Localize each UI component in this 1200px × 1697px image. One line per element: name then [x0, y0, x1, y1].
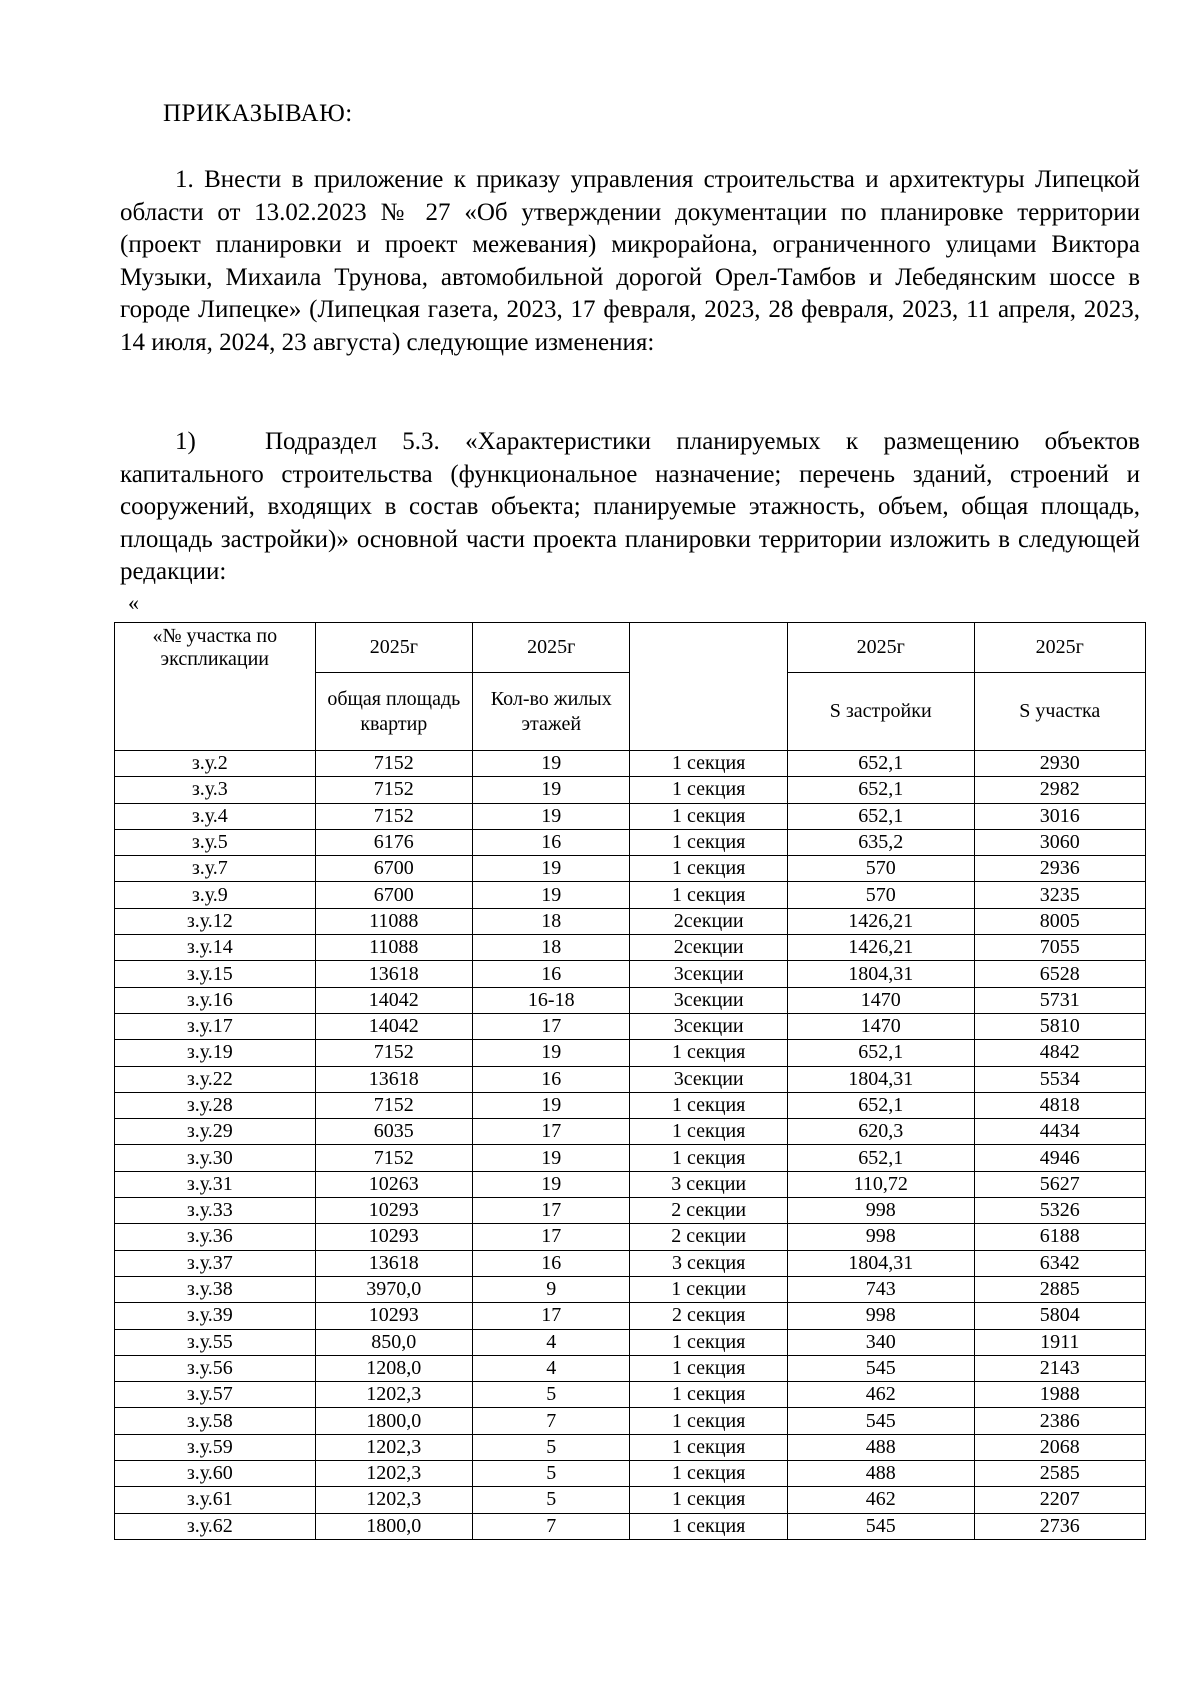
cell-plot-area: 3060 [974, 829, 1146, 855]
cell-sections: 1 секция [630, 856, 787, 882]
table-row [115, 935, 1146, 961]
cell-plot: з.у.19 [115, 1040, 316, 1066]
cell-plot-area: 2386 [974, 1408, 1146, 1434]
cell-floors: 19 [473, 751, 630, 777]
cell-plot: з.у.31 [115, 1171, 316, 1197]
cell-plot: з.у.28 [115, 1092, 316, 1118]
cell-floors: 5 [473, 1487, 630, 1513]
table-row [115, 1040, 1146, 1066]
cell-plot-area: 3235 [974, 882, 1146, 908]
cell-total-area: 1202,3 [315, 1461, 472, 1487]
cell-floors: 9 [473, 1276, 630, 1302]
cell-plot-area: 4434 [974, 1119, 1146, 1145]
cell-total-area: 850,0 [315, 1329, 472, 1355]
cell-floors: 17 [473, 1303, 630, 1329]
cell-floors: 16 [473, 829, 630, 855]
cell-built-area: 652,1 [787, 1040, 974, 1066]
header-floors: Кол-во жилых этажей [473, 673, 630, 751]
cell-floors: 19 [473, 1171, 630, 1197]
cell-plot: з.у.12 [115, 908, 316, 934]
cell-total-area: 1800,0 [315, 1513, 472, 1539]
cell-sections: 3секции [630, 961, 787, 987]
cell-sections: 3секции [630, 1013, 787, 1039]
cell-sections: 1 секция [630, 1119, 787, 1145]
cell-sections: 1 секция [630, 829, 787, 855]
cell-floors: 19 [473, 882, 630, 908]
cell-plot: з.у.57 [115, 1382, 316, 1408]
cell-floors: 5 [473, 1382, 630, 1408]
cell-plot-area: 2930 [974, 751, 1146, 777]
cell-plot: з.у.4 [115, 803, 316, 829]
opening-quote-mark: « [128, 590, 139, 615]
cell-plot-area: 8005 [974, 908, 1146, 934]
table-row [115, 1092, 1146, 1118]
table-row [115, 1408, 1146, 1434]
cell-total-area: 1202,3 [315, 1382, 472, 1408]
table-row [115, 1487, 1146, 1513]
cell-sections: 1 секция [630, 777, 787, 803]
cell-built-area: 1470 [787, 987, 974, 1013]
cell-floors: 4 [473, 1355, 630, 1381]
table-row [115, 987, 1146, 1013]
cell-total-area: 10263 [315, 1171, 472, 1197]
cell-built-area: 462 [787, 1382, 974, 1408]
header-sections [630, 623, 787, 751]
cell-total-area: 6700 [315, 856, 472, 882]
cell-plot: з.у.17 [115, 1013, 316, 1039]
cell-plot-area: 1988 [974, 1382, 1146, 1408]
cell-plot-area: 2885 [974, 1276, 1146, 1302]
cell-sections: 1 секция [630, 1461, 787, 1487]
table-row [115, 1066, 1146, 1092]
cell-floors: 19 [473, 1040, 630, 1066]
paragraph-number: 1) [175, 428, 196, 455]
cell-floors: 19 [473, 1092, 630, 1118]
cell-plot-area: 1911 [974, 1329, 1146, 1355]
cell-plot: з.у.36 [115, 1224, 316, 1250]
cell-floors: 16 [473, 961, 630, 987]
cell-plot: з.у.56 [115, 1355, 316, 1381]
table-row [115, 1224, 1146, 1250]
cell-plot: з.у.3 [115, 777, 316, 803]
cell-floors: 5 [473, 1461, 630, 1487]
cell-plot-area: 6342 [974, 1250, 1146, 1276]
cell-plot: з.у.9 [115, 882, 316, 908]
table-header-row [115, 623, 1146, 673]
cell-plot: з.у.2 [115, 751, 316, 777]
cell-sections: 1 секция [630, 1355, 787, 1381]
paragraph-amendment: 1. Внести в приложение к приказу управления строительства и архитектуры Липецкой области от 13.02.2023 № 27 «Об утверждении документации по планировке территории (проект планировки и проект межевания) микрорайона, ограниченного улицами Виктора Музыки, Михаила Трунова, автомобильной дорогой Орел-Тамбов и Лебедянским шоссе в городе Липецке» (Липецкая газета, 2023, 17 февраля, 2023, 28 февраля, 2023, 11 апреля, 2023, 14 июля, 2024, 23 августа) следующие изменения: [120, 166, 1140, 356]
cell-sections: 1 секция [630, 1092, 787, 1118]
cell-built-area: 635,2 [787, 829, 974, 855]
cell-floors: 16 [473, 1066, 630, 1092]
cell-plot: з.у.59 [115, 1434, 316, 1460]
cell-plot-area: 5810 [974, 1013, 1146, 1039]
paragraph-subsection-text: Подраздел 5.3. «Характеристики планируемых к размещению объектов капитального строительства (функциональное назначение; перечень зданий, строений и сооружений, входящих в состав объекта; планируемые этажность, объем, общая площадь, площадь застройки)» основной части проекта планировки территории изложить в следующей редакции: [120, 428, 1140, 585]
cell-sections: 1 секция [630, 1145, 787, 1171]
cell-floors: 19 [473, 803, 630, 829]
cell-built-area: 743 [787, 1276, 974, 1302]
cell-sections: 1 секция [630, 1513, 787, 1539]
cell-plot-area: 2207 [974, 1487, 1146, 1513]
table-row [115, 961, 1146, 987]
cell-built-area: 545 [787, 1355, 974, 1381]
cell-floors: 18 [473, 935, 630, 961]
cell-total-area: 7152 [315, 803, 472, 829]
cell-total-area: 3970,0 [315, 1276, 472, 1302]
table-row [115, 1461, 1146, 1487]
cell-sections: 3секции [630, 987, 787, 1013]
cell-built-area: 488 [787, 1461, 974, 1487]
cell-built-area: 652,1 [787, 1145, 974, 1171]
table-row [115, 829, 1146, 855]
cell-plot: з.у.29 [115, 1119, 316, 1145]
table-row [115, 1513, 1146, 1539]
cell-plot: з.у.5 [115, 829, 316, 855]
cell-built-area: 998 [787, 1303, 974, 1329]
cell-plot: з.у.15 [115, 961, 316, 987]
cell-plot-area: 2585 [974, 1461, 1146, 1487]
table-row [115, 1171, 1146, 1197]
order-heading: ПРИКАЗЫВАЮ: [163, 100, 353, 127]
cell-sections: 2 секция [630, 1303, 787, 1329]
cell-built-area: 462 [787, 1487, 974, 1513]
cell-built-area: 1804,31 [787, 1250, 974, 1276]
cell-total-area: 1202,3 [315, 1487, 472, 1513]
cell-total-area: 13618 [315, 961, 472, 987]
table-row [115, 1329, 1146, 1355]
paragraph-subsection [120, 426, 1140, 589]
header-plot-number: «№ участка по экспликации [115, 623, 316, 751]
cell-sections: 1 секция [630, 1408, 787, 1434]
cell-plot-area: 5804 [974, 1303, 1146, 1329]
cell-total-area: 7152 [315, 751, 472, 777]
cell-built-area: 1426,21 [787, 935, 974, 961]
table-row [115, 1355, 1146, 1381]
cell-plot: з.у.55 [115, 1329, 316, 1355]
cell-sections: 3секции [630, 1066, 787, 1092]
cell-plot-area: 2982 [974, 777, 1146, 803]
cell-total-area: 14042 [315, 1013, 472, 1039]
cell-plot-area: 4946 [974, 1145, 1146, 1171]
cell-sections: 1 секции [630, 1276, 787, 1302]
cell-sections: 1 секция [630, 1329, 787, 1355]
cell-total-area: 11088 [315, 935, 472, 961]
cell-built-area: 110,72 [787, 1171, 974, 1197]
cell-plot-area: 2736 [974, 1513, 1146, 1539]
cell-total-area: 6035 [315, 1119, 472, 1145]
cell-total-area: 13618 [315, 1066, 472, 1092]
cell-total-area: 13618 [315, 1250, 472, 1276]
cell-plot: з.у.30 [115, 1145, 316, 1171]
cell-plot: з.у.39 [115, 1303, 316, 1329]
cell-plot-area: 7055 [974, 935, 1146, 961]
cell-floors: 19 [473, 1145, 630, 1171]
cell-plot-area: 5534 [974, 1066, 1146, 1092]
cell-plot: з.у.33 [115, 1198, 316, 1224]
cell-floors: 17 [473, 1119, 630, 1145]
cell-plot-area: 5627 [974, 1171, 1146, 1197]
cell-built-area: 570 [787, 856, 974, 882]
cell-floors: 7 [473, 1408, 630, 1434]
cell-sections: 2 секции [630, 1198, 787, 1224]
cell-sections: 2 секции [630, 1224, 787, 1250]
cell-plot-area: 6528 [974, 961, 1146, 987]
table-row [115, 751, 1146, 777]
cell-total-area: 7152 [315, 1145, 472, 1171]
header-total-area: общая площадь квартир [315, 673, 472, 751]
cell-sections: 1 секция [630, 1382, 787, 1408]
cell-built-area: 545 [787, 1513, 974, 1539]
header-built-area: S застройки [787, 673, 974, 751]
cell-total-area: 7152 [315, 1092, 472, 1118]
cell-built-area: 652,1 [787, 777, 974, 803]
cell-floors: 17 [473, 1013, 630, 1039]
table-row [115, 803, 1146, 829]
cell-plot: з.у.61 [115, 1487, 316, 1513]
cell-plot-area: 4818 [974, 1092, 1146, 1118]
cell-total-area: 10293 [315, 1224, 472, 1250]
header-year: 2025г [315, 623, 472, 673]
cell-floors: 4 [473, 1329, 630, 1355]
cell-total-area: 10293 [315, 1303, 472, 1329]
cell-sections: 2секции [630, 908, 787, 934]
cell-plot: з.у.16 [115, 987, 316, 1013]
cell-floors: 17 [473, 1224, 630, 1250]
table-row [115, 1276, 1146, 1302]
cell-floors: 18 [473, 908, 630, 934]
cell-built-area: 1804,31 [787, 961, 974, 987]
characteristics-table [114, 622, 1146, 1540]
cell-floors: 5 [473, 1434, 630, 1460]
table-body [115, 751, 1146, 1540]
header-plot-area: S участка [974, 673, 1146, 751]
table-row [115, 1382, 1146, 1408]
cell-plot-area: 2068 [974, 1434, 1146, 1460]
cell-built-area: 998 [787, 1224, 974, 1250]
cell-sections: 1 секция [630, 1040, 787, 1066]
cell-plot: з.у.14 [115, 935, 316, 961]
cell-plot-area: 6188 [974, 1224, 1146, 1250]
table-row [115, 882, 1146, 908]
cell-floors: 16-18 [473, 987, 630, 1013]
cell-sections: 1 секция [630, 803, 787, 829]
cell-sections: 1 секция [630, 1487, 787, 1513]
cell-plot: з.у.58 [115, 1408, 316, 1434]
cell-total-area: 14042 [315, 987, 472, 1013]
table-row [115, 1119, 1146, 1145]
cell-total-area: 7152 [315, 777, 472, 803]
cell-built-area: 570 [787, 882, 974, 908]
cell-sections: 3 секции [630, 1171, 787, 1197]
cell-total-area: 1208,0 [315, 1355, 472, 1381]
cell-built-area: 340 [787, 1329, 974, 1355]
cell-plot-area: 2143 [974, 1355, 1146, 1381]
cell-built-area: 652,1 [787, 751, 974, 777]
cell-total-area: 7152 [315, 1040, 472, 1066]
table-row [115, 1145, 1146, 1171]
cell-floors: 19 [473, 777, 630, 803]
header-year: 2025г [473, 623, 630, 673]
header-year: 2025г [974, 623, 1146, 673]
cell-plot: з.у.7 [115, 856, 316, 882]
cell-floors: 7 [473, 1513, 630, 1539]
cell-plot-area: 4842 [974, 1040, 1146, 1066]
table-row [115, 856, 1146, 882]
cell-plot: з.у.60 [115, 1461, 316, 1487]
cell-sections: 1 секция [630, 751, 787, 777]
cell-total-area: 10293 [315, 1198, 472, 1224]
cell-built-area: 1426,21 [787, 908, 974, 934]
cell-plot: з.у.37 [115, 1250, 316, 1276]
cell-total-area: 11088 [315, 908, 472, 934]
table-row [115, 908, 1146, 934]
cell-sections: 1 секция [630, 1434, 787, 1460]
cell-built-area: 652,1 [787, 1092, 974, 1118]
cell-plot-area: 3016 [974, 803, 1146, 829]
cell-total-area: 6700 [315, 882, 472, 908]
cell-built-area: 652,1 [787, 803, 974, 829]
table-row [115, 1434, 1146, 1460]
table-row [115, 1013, 1146, 1039]
cell-floors: 19 [473, 856, 630, 882]
cell-built-area: 545 [787, 1408, 974, 1434]
cell-total-area: 1800,0 [315, 1408, 472, 1434]
cell-total-area: 6176 [315, 829, 472, 855]
cell-plot: з.у.62 [115, 1513, 316, 1539]
table-row [115, 1198, 1146, 1224]
cell-built-area: 1470 [787, 1013, 974, 1039]
cell-plot: з.у.22 [115, 1066, 316, 1092]
cell-built-area: 998 [787, 1198, 974, 1224]
cell-sections: 3 секция [630, 1250, 787, 1276]
cell-plot-area: 5326 [974, 1198, 1146, 1224]
table-row [115, 777, 1146, 803]
cell-plot-area: 2936 [974, 856, 1146, 882]
cell-built-area: 488 [787, 1434, 974, 1460]
table-row [115, 1250, 1146, 1276]
cell-built-area: 1804,31 [787, 1066, 974, 1092]
cell-sections: 2секции [630, 935, 787, 961]
cell-sections: 1 секция [630, 882, 787, 908]
cell-plot: з.у.38 [115, 1276, 316, 1302]
cell-built-area: 620,3 [787, 1119, 974, 1145]
cell-floors: 16 [473, 1250, 630, 1276]
table-row [115, 1303, 1146, 1329]
cell-floors: 17 [473, 1198, 630, 1224]
cell-plot-area: 5731 [974, 987, 1146, 1013]
header-year: 2025г [787, 623, 974, 673]
cell-total-area: 1202,3 [315, 1434, 472, 1460]
